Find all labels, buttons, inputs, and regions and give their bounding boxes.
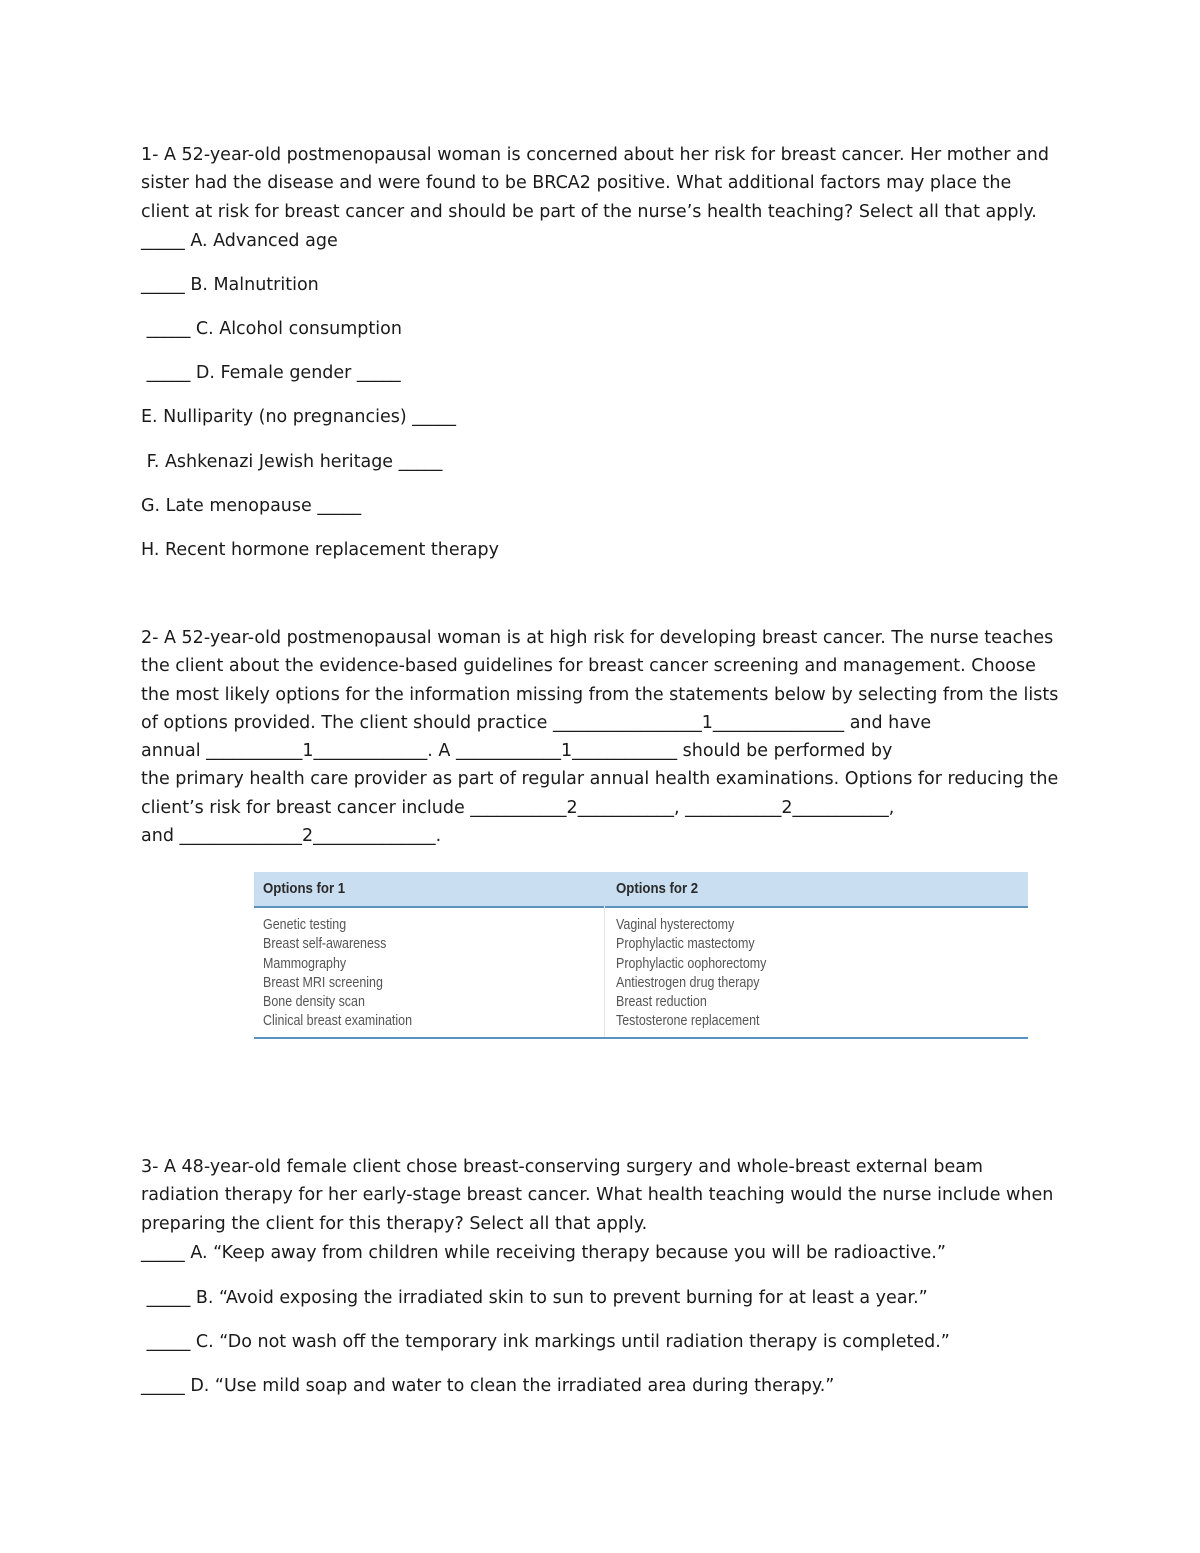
question-3-option-a: _____ A. “Keep away from children while receiving therapy because you will be radioactive.” <box>141 1243 946 1263</box>
question-3-stem-line: radiation therapy for her early-stage breast cancer. What health teaching would the nurse include when <box>141 1185 1054 1206</box>
question-1-option-a: _____ A. Advanced age <box>141 231 338 251</box>
options-2-item: Antiestrogen drug therapy <box>616 974 760 991</box>
question-1-option-b: _____ B. Malnutrition <box>141 275 319 295</box>
options-1-item: Clinical breast examination <box>263 1013 413 1030</box>
question-1-stem <box>141 141 1061 226</box>
question-1-option-f: F. Ashkenazi Jewish heritage _____ <box>141 452 443 472</box>
options-table <box>254 872 1028 1040</box>
question-2-stem-line: annual ___________1_____________. A ____________1____________ should be performed by <box>141 741 893 762</box>
options-2-item: Testosterone replacement <box>616 1013 760 1030</box>
question-2-stem-line: the most likely options for the information missing from the statements below by selecting from the lists <box>141 684 1059 705</box>
options-2-heading: Options for 2 <box>616 880 699 897</box>
question-3-option-d: _____ D. “Use mild soap and water to clean the irradiated area during therapy.” <box>141 1376 835 1396</box>
question-3-option-b: _____ B. “Avoid exposing the irradiated skin to sun to prevent burning for at least a year.” <box>141 1288 928 1308</box>
options-2-item: Prophylactic oophorectomy <box>616 955 767 972</box>
question-2-stem <box>141 624 1061 850</box>
question-2-stem-line: the client about the evidence-based guidelines for breast cancer screening and management. Choose <box>141 656 1036 677</box>
table-bottom-rule <box>254 1037 1028 1039</box>
options-1-item: Breast self-awareness <box>263 936 387 953</box>
question-3-stem <box>141 1153 1061 1238</box>
question-2-stem-line: 2- A 52-year-old postmenopausal woman is at high risk for developing breast cancer. The nurse teaches <box>141 628 1054 648</box>
question-2-stem-line: the primary health care provider as part of regular annual health examinations. Options for reducing the <box>141 769 1059 790</box>
question-1-stem-line: sister had the disease and were found to be BRCA2 positive. What additional factors may place the <box>141 173 1012 194</box>
question-3-option-c: _____ C. “Do not wash off the temporary ink markings until radiation therapy is completed.” <box>141 1332 950 1352</box>
options-1-item: Mammography <box>263 955 347 972</box>
options-2-item: Prophylactic mastectomy <box>616 936 755 953</box>
question-1-option-c: _____ C. Alcohol consumption <box>141 319 402 339</box>
column-divider <box>604 906 605 1038</box>
options-1-heading: Options for 1 <box>263 880 346 897</box>
options-2-item: Breast reduction <box>616 994 707 1011</box>
question-1-option-h: H. Recent hormone replacement therapy <box>141 540 499 560</box>
options-1-item: Breast MRI screening <box>263 974 383 991</box>
options-table-header <box>254 872 1028 908</box>
question-1-stem-line: client at risk for breast cancer and should be part of the nurse’s health teaching? Select all that apply. <box>141 201 1037 222</box>
question-1-option-g: G. Late menopause _____ <box>141 496 362 516</box>
options-2-item: Vaginal hysterectomy <box>616 917 735 933</box>
question-1-stem-line: 1- A 52-year-old postmenopausal woman is concerned about her risk for breast cancer. Her mother and <box>141 145 1049 165</box>
options-2-column <box>616 916 791 1032</box>
question-2-stem-line: client’s risk for breast cancer include ___________2___________, ___________2___________, <box>141 797 895 818</box>
question-2-stem-line: of options provided. The client should practice _________________1_______________ and have <box>141 712 932 733</box>
question-1-option-e: E. Nulliparity (no pregnancies) _____ <box>141 407 457 427</box>
question-3-stem-line: 3- A 48-year-old female client chose breast-conserving surgery and whole-breast external beam <box>141 1157 983 1177</box>
question-1-option-d: _____ D. Female gender _____ <box>141 363 401 383</box>
options-1-item: Genetic testing <box>263 917 347 933</box>
question-3-stem-line: preparing the client for this therapy? Select all that apply. <box>141 1213 648 1234</box>
question-2-stem-line: and ______________2______________. <box>141 826 442 847</box>
options-1-column <box>263 916 436 1032</box>
options-1-item: Bone density scan <box>263 994 365 1011</box>
